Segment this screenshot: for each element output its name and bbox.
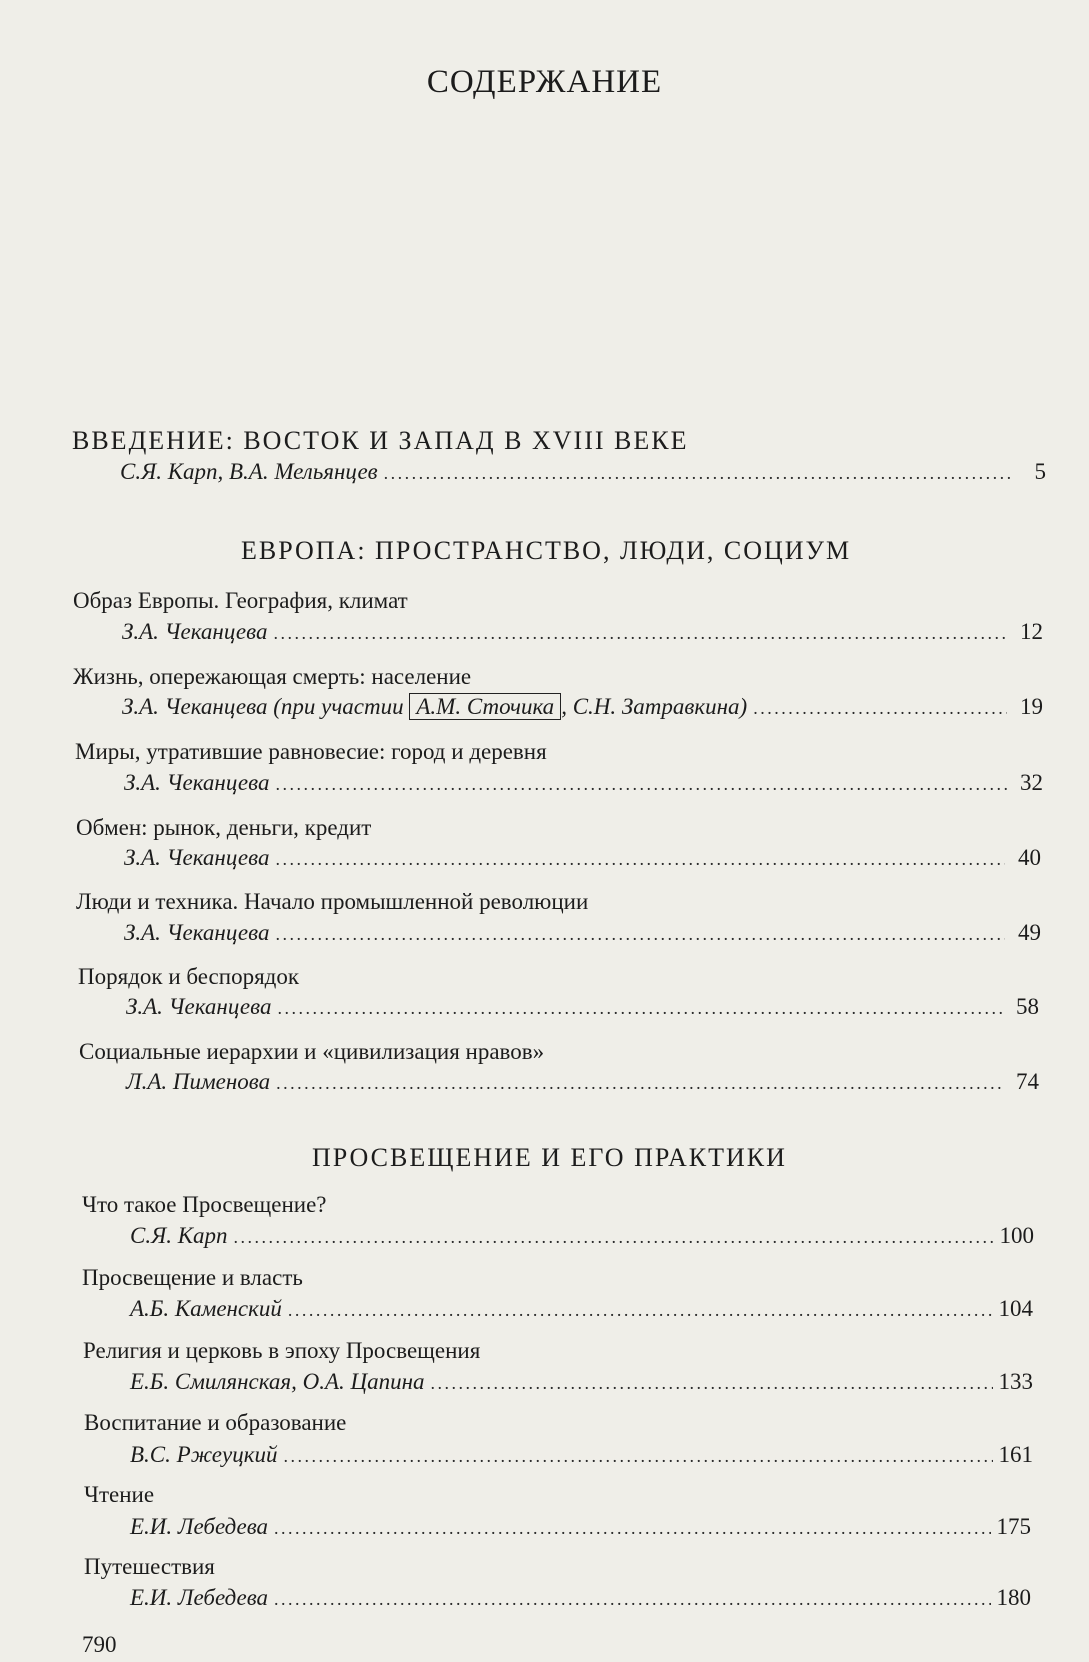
author-names — [122, 694, 747, 720]
leader-dots — [277, 994, 1003, 1020]
author-names: З.А. Чеканцева — [122, 619, 268, 644]
boxed-author: А.М. Сточика — [409, 693, 561, 720]
page-number: 74 — [1016, 1069, 1039, 1094]
folio-page-number: 790 — [82, 1632, 117, 1657]
author-names: З.А. Чеканцева — [124, 845, 270, 870]
toc-entry-title: Люди и техника. Начало промышленной революции — [76, 889, 589, 914]
leader-dots — [273, 619, 1007, 645]
leader-dots — [288, 1296, 993, 1322]
toc-entry-title: Религия и церковь в эпоху Просвещения — [83, 1338, 481, 1363]
page-number: 161 — [998, 1442, 1033, 1467]
author-names: В.С. Ржеуцкий — [130, 1442, 278, 1467]
page-number: 40 — [1018, 845, 1041, 870]
toc-author-line — [120, 455, 1046, 485]
toc-author-line — [130, 1219, 1034, 1249]
leader-dots — [233, 1223, 993, 1249]
page-number: 19 — [1020, 694, 1043, 719]
toc-entry-title: Образ Европы. География, климат — [73, 588, 408, 613]
toc-author-line — [130, 1365, 1033, 1395]
toc-author-line — [130, 1510, 1031, 1540]
toc-author-line — [124, 916, 1041, 946]
author-names: С.Я. Карп, В.А. Мельянцев — [120, 459, 378, 484]
page-number: 32 — [1020, 770, 1043, 795]
toc-author-line — [126, 1065, 1039, 1095]
toc-author-line — [124, 766, 1043, 796]
toc-author-line — [130, 1581, 1031, 1611]
page-number: 133 — [998, 1369, 1033, 1394]
page-number: 175 — [996, 1514, 1031, 1539]
toc-author-line — [126, 990, 1039, 1020]
leader-dots — [431, 1369, 993, 1395]
toc-entry-title: Просвещение и власть — [82, 1265, 303, 1290]
author-names: Е.И. Лебедева — [130, 1585, 269, 1610]
leader-dots — [274, 1585, 990, 1611]
toc-entry-title: Жизнь, опережающая смерть: население — [73, 664, 472, 689]
leader-dots — [274, 1514, 990, 1540]
section-heading-europe: ЕВРОПА: ПРОСТРАНСТВО, ЛЮДИ, СОЦИУМ — [241, 536, 852, 565]
page-number: 180 — [996, 1585, 1031, 1610]
page-title: СОДЕРЖАНИЕ — [426, 64, 663, 100]
toc-author-line — [130, 1438, 1033, 1468]
page-number: 58 — [1016, 994, 1039, 1019]
author-names: З.А. Чеканцева — [124, 920, 270, 945]
toc-author-line — [122, 615, 1043, 645]
toc-author-line — [124, 841, 1041, 871]
author-part: , С.Н. Затравкина) — [561, 694, 748, 719]
page-number: 12 — [1020, 619, 1043, 644]
leader-dots — [275, 770, 1007, 796]
section-heading-enlightenment: ПРОСВЕЩЕНИЕ И ЕГО ПРАКТИКИ — [312, 1143, 787, 1172]
author-names: Л.А. Пименова — [126, 1069, 271, 1094]
author-part: (при участии — [273, 694, 404, 719]
leader-dots — [283, 1442, 992, 1468]
leader-dots — [275, 845, 1005, 871]
author-part: З.А. Чеканцева — [122, 694, 268, 719]
section-heading-intro: ВВЕДЕНИЕ: ВОСТОК И ЗАПАД В XVIII ВЕКЕ — [72, 426, 689, 455]
toc-entry-title: Порядок и беспорядок — [78, 964, 300, 989]
toc-author-line — [130, 1292, 1033, 1322]
page-number: 100 — [999, 1223, 1034, 1248]
toc-entry-title: Путешествия — [84, 1554, 215, 1579]
page-number: 5 — [1034, 459, 1046, 484]
page-number: 104 — [998, 1296, 1033, 1321]
leader-dots — [275, 920, 1005, 946]
author-names: З.А. Чеканцева — [124, 770, 270, 795]
author-names: Е.Б. Смилянская, О.А. Цапина — [130, 1369, 425, 1394]
toc-entry-title: Социальные иерархии и «цивилизация нравов» — [79, 1039, 545, 1064]
leader-dots — [753, 694, 1007, 720]
author-names: Е.И. Лебедева — [130, 1514, 269, 1539]
leader-dots — [384, 459, 1010, 485]
toc-author-line — [122, 690, 1043, 720]
toc-entry-title: Чтение — [84, 1482, 155, 1507]
page-number: 49 — [1018, 920, 1041, 945]
author-names: С.Я. Карп — [130, 1223, 228, 1248]
leader-dots — [276, 1069, 1003, 1095]
toc-entry-title: Миры, утратившие равновесие: город и деревня — [75, 739, 547, 764]
toc-entry-title: Обмен: рынок, деньги, кредит — [76, 815, 372, 840]
toc-entry-title: Воспитание и образование — [84, 1410, 347, 1435]
author-names: А.Б. Каменский — [130, 1296, 282, 1321]
author-names: З.А. Чеканцева — [126, 994, 272, 1019]
toc-entry-title: Что такое Просвещение? — [82, 1192, 327, 1217]
